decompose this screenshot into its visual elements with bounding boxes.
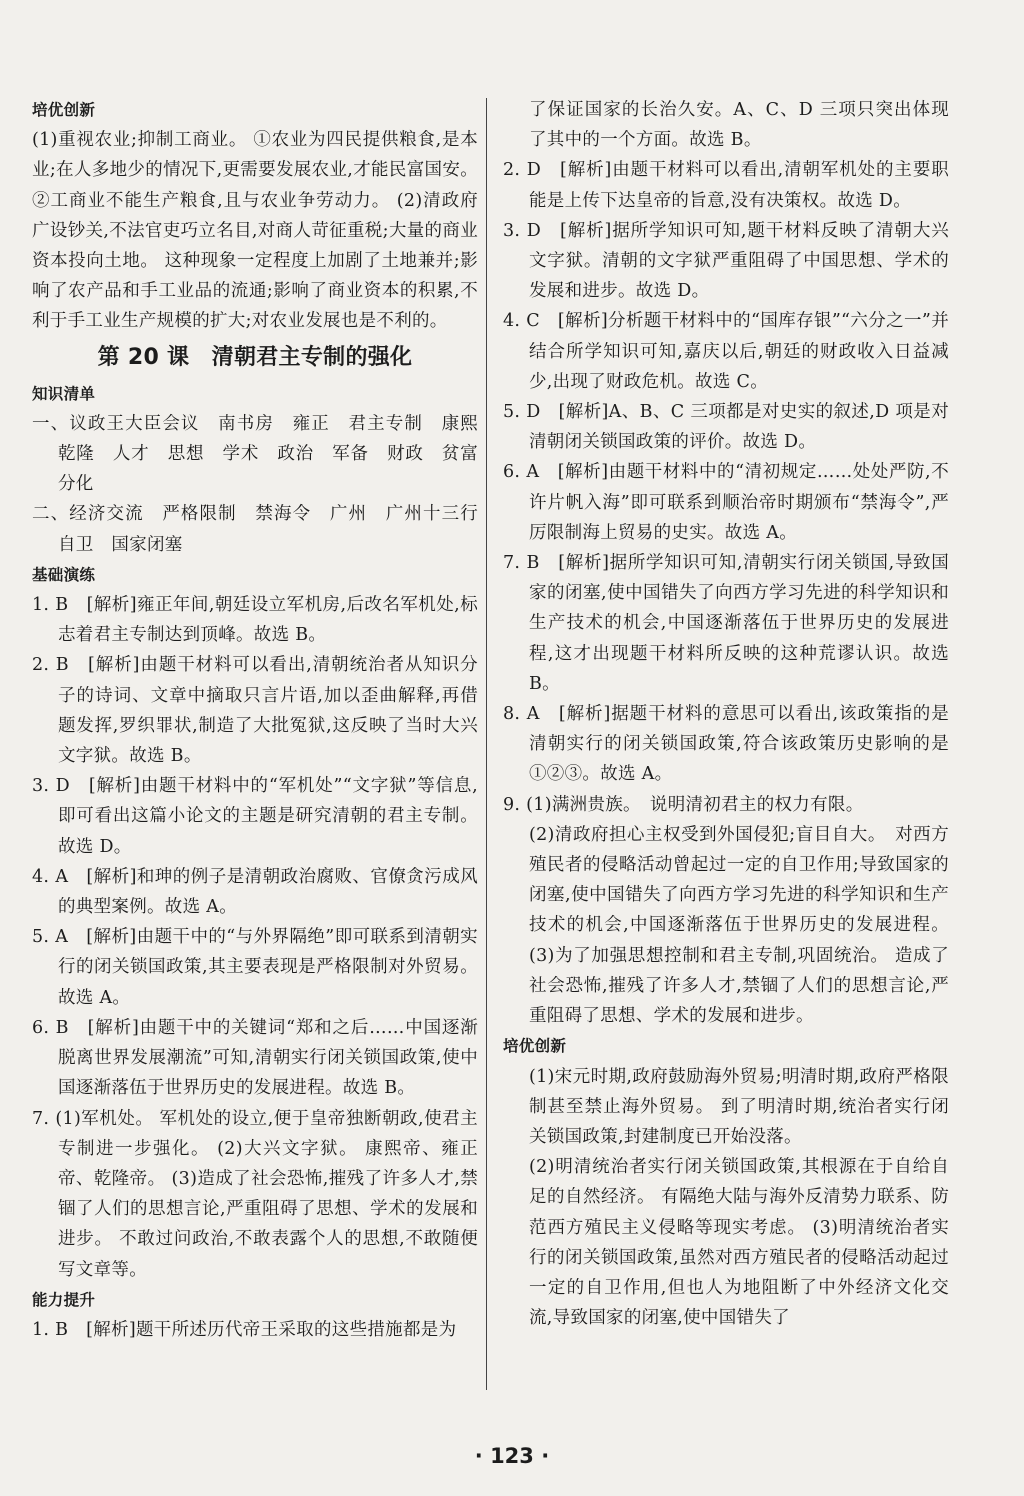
section-heading: 培优创新	[32, 101, 96, 119]
answer-paragraph: (1)重视农业;抑制工商业。 ①农业为四民提供粮食,是本业;在人多地少的情况下,更需要发展农业,才能民富国安。②工商业不能生产粮食,且与农业争劳动力。 (2)清政府广设钞关,不法官吏巧立名目,对商人苛征重税;大量的商业资本投向土地。 这种现象一定程度上加剧了土地兼并;影响了农产品和手工业品的流通;影响了商业资本的积累,不利于手工业生产规模的扩大;对农业发展也是不利的。	[32, 130, 478, 332]
knowledge-item: 二、经济交流 严格限制 禁海令 广州 广州十三行 自卫 国家闭塞	[32, 504, 496, 555]
lesson-title: 第 20 课 清朝君主专制的强化	[97, 344, 413, 370]
answer-item: 5. D [解析]A、B、C 三项都是对史实的叙述,D 项是对清朝闭关锁国政策的评价。故选 D。	[503, 402, 949, 453]
answer-item: 5. A [解析]由题干中的“与外界隔绝”即可联系到清朝实行的闭关锁国政策,其主要表现是严格限制对外贸易。故选 A。	[32, 927, 478, 1008]
answer-item: 3. D [解析]据所学知识可知,题干材料反映了清朝大兴文字狱。清朝的文字狱严重阻碍了中国思想、学术的发展和进步。故选 D。	[503, 220, 949, 302]
answer-item: 2. D [解析]由题干材料可以看出,清朝军机处的主要职能是上传下达皇帝的旨意,没有决策权。故选 D。	[503, 160, 949, 211]
section-heading: 能力提升	[32, 1290, 96, 1309]
answer-item: 7. (1)军机处。 军机处的设立,便于皇帝独断朝政,使君主专制进一步强化。 (2)大兴文字狱。 康熙帝、雍正帝、乾隆帝。 (3)造成了社会恐怖,摧残了许多人才,禁锢了人们的思想言论,严重阻碍了思想、学术的发展和进步。 不敢过问政治,不敢表露个人的思想,不敢随便写文章等。	[32, 1108, 478, 1280]
answer-item: 3. D [解析]由题干材料中的“军机处”“文字狱”等信息,即可看出这篇小论文的主题是研究清朝的君主专制。故选 D。	[32, 776, 478, 857]
answer-item: 4. A [解析]和珅的例子是清朝政治腐败、官僚贪污成风的典型案例。故选 A。	[32, 866, 478, 918]
answer-item-continued: (2)清政府担心主权受到外国侵犯;盲目自大。 对西方殖民者的侵略活动曾起过一定的自卫作用;导致国家的闭塞,使中国错失了向西方学习先进的科学知识和生产技术的机会,中国逐渐落伍于世界历史的发展进程。 (3)为了加强思想控制和君主专制,巩固统治。 造成了社会恐怖,摧残了许多人才,禁锢了人们的思想言论,严重阻碍了思想、学术的发展和进步。	[529, 824, 949, 1027]
section-heading: 基础演练	[32, 565, 96, 584]
answer-item: 6. B [解析]由题干中的关键词“郑和之后……中国逐渐脱离世界发展潮流”可知,清朝实行闭关锁国政策,使中国逐渐落伍于世界历史的发展进程。故选 B。	[32, 1017, 478, 1099]
answer-item-continued: 了保证国家的长治久安。A、C、D 三项只突出体现了其中的一个方面。故选 B。	[529, 100, 949, 151]
answer-item: 8. A [解析]据题干材料的意思可以看出,该政策指的是清朝实行的闭关锁国政策,符合该政策历史影响的是①②③。故选 A。	[503, 704, 949, 785]
answer-item: 2. B [解析]由题干材料可以看出,清朝统治者从知识分子的诗词、文章中摘取只言片语,加以歪曲解释,再借题发挥,罗织罪状,制造了大批冤狱,这反映了当时大兴文字狱。故选 B。	[32, 655, 478, 767]
section-heading: 培优创新	[503, 1037, 567, 1056]
answer-item: 4. C [解析]分析题干材料中的“国库存银”“六分之一”并结合所学知识可知,嘉庆以后,朝廷的财政收入日益减少,出现了财政危机。故选 C。	[503, 311, 949, 392]
right-column	[503, 95, 949, 1333]
answer-item: 1. B [解析]题干所述历代帝王采取的这些措施都是为	[32, 1319, 457, 1340]
answer-item: 7. B [解析]据所学知识可知,清朝实行闭关锁国,导致国家的闭塞,使中国错失了向西方学习先进的科学知识和生产技术的机会,中国逐渐落伍于世界历史的发展进程,这才出现题干材料所反映的这种荒谬认识。故选 B。	[503, 553, 949, 694]
left-column	[32, 95, 496, 1345]
knowledge-item: 一、议政王大臣会议 南书房 雍正 君主专制 康熙 乾隆 人才 思想 学术 政治 军备 财政 贫富分化	[32, 413, 496, 495]
answer-item: 1. B [解析]雍正年间,朝廷设立军机房,后改名军机处,标志着君主专制达到顶峰。故选 B。	[32, 595, 478, 646]
page-number: · 123 ·	[474, 1444, 550, 1468]
answer-item: 6. A [解析]由题干材料中的“清初规定……处处严防,不许片帆入海”即可联系到顺治帝时期颁布“禁海令”,严厉限制海上贸易的史实。故选 A。	[503, 462, 949, 543]
section-heading: 知识清单	[32, 384, 96, 403]
column-divider	[486, 98, 487, 1390]
answer-paragraph: (2)明清统治者实行闭关锁国政策,其根源在于自给自足的自然经济。 有隔绝大陆与海外反清势力联系、防范西方殖民主义侵略等现实考虑。 (3)明清统治者实行的闭关锁国政策,虽然对西方殖民者的侵略活动起过一定的自卫作用,但也人为地阻断了中外经济文化交流,导致国家的闭塞,使中国错失了	[529, 1157, 949, 1329]
answer-paragraph: (1)宋元时期,政府鼓励海外贸易;明清时期,政府严格限制甚至禁止海外贸易。 到了明清时期,统治者实行闭关锁国政策,封建制度已开始没落。	[529, 1066, 949, 1147]
answer-item: 9. (1)满洲贵族。 说明清初君主的权力有限。	[503, 794, 864, 815]
